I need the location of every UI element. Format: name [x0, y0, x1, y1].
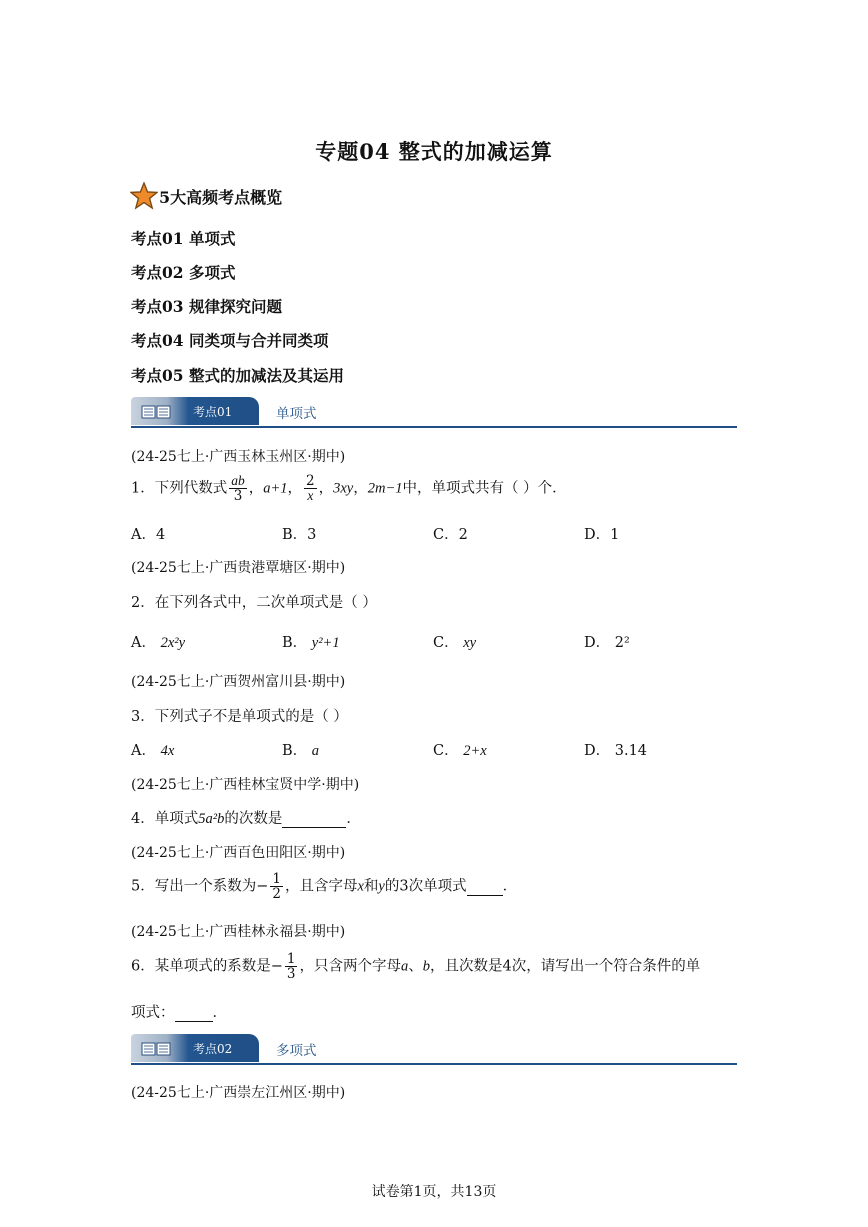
- section-tab: [131, 1034, 259, 1062]
- section-divider: [131, 1063, 737, 1065]
- option-a: A． 4x: [131, 743, 175, 759]
- page-title: 专题04 整式的加减运算: [315, 139, 553, 164]
- math-expr: a+1: [263, 480, 288, 497]
- question-5: 5．写出一个系数为− $\frac{1}{2}$ ，且含字母x和y的3次单项式 ．: [131, 871, 518, 903]
- section-tag: 考点01: [193, 405, 233, 419]
- topic-item: 考点05 整式的加减法及其运用: [131, 366, 344, 385]
- topic-item: 考点01 单项式: [131, 229, 236, 248]
- section-tab: [131, 397, 259, 425]
- answer-blank: [175, 1005, 213, 1022]
- fraction: $\frac{1}{3}$: [286, 951, 296, 983]
- question-6: 6．某单项式的系数是− $\frac{1}{3}$ ，只含两个字母a、b，且次数是4次，请写出一个符合条件的单: [131, 951, 701, 983]
- section-divider: [131, 426, 737, 428]
- question-4: 4．单项式5a²b的次数是 ．: [131, 811, 361, 827]
- option-d: D． 3.14: [584, 743, 648, 759]
- option-a: A．4: [131, 527, 166, 543]
- topic-item: 考点03 规律探究问题: [131, 297, 282, 316]
- option-d: D．1: [584, 527, 620, 543]
- page-footer: 试卷第1页，共13页: [371, 1184, 497, 1200]
- section-banner: [131, 397, 737, 431]
- overview-heading: [130, 182, 282, 210]
- question-source: (24-25七上·广西百色田阳区·期中): [131, 845, 346, 861]
- question-3: 3．下列式子不是单项式的是（ ）: [131, 709, 348, 725]
- topic-item: 考点02 多项式: [131, 263, 236, 282]
- math-expr: 3xy: [333, 480, 354, 497]
- question-source: (24-25七上·广西贵港覃塘区·期中): [131, 560, 346, 576]
- question-2: 2．在下列各式中，二次单项式是（ ）: [131, 595, 377, 611]
- fraction: $\frac{1}{2}$: [272, 871, 281, 903]
- option-b: B． a: [282, 743, 320, 759]
- fraction: $\frac{ab}{3}$: [231, 473, 245, 505]
- fraction: $\frac{2}{x}$: [306, 473, 315, 504]
- section-name: 多项式: [276, 1043, 317, 1059]
- question-source: (24-25七上·广西贺州富川县·期中): [131, 674, 346, 690]
- question-source: (24-25七上·广西崇左江州区·期中): [131, 1085, 346, 1101]
- option-b: B． y²+1: [282, 635, 340, 651]
- overview-label: 5大高频考点概览: [159, 187, 283, 207]
- question-6-line2: 项式： ．: [131, 1005, 227, 1021]
- option-c: C．2: [433, 527, 468, 543]
- section-tag: 考点02: [193, 1042, 233, 1056]
- question-source: (24-25七上·广西玉林玉州区·期中): [131, 449, 346, 465]
- answer-blank: [282, 811, 346, 828]
- question-text: 中，单项式共有（ ）个．: [402, 480, 567, 497]
- question-1: 1．下列代数式 $\frac{ab}{3}$ ，a+1， $\frac{2}{x}$ ，3xy，2m−1中，单项式共有（ ）个．: [131, 473, 567, 505]
- question-source: (24-25七上·广西桂林宝贤中学·期中): [131, 777, 360, 793]
- math-expr: 2m−1: [367, 480, 403, 497]
- option-a: A． 2x²y: [131, 635, 186, 651]
- star-icon: [130, 182, 158, 210]
- answer-blank: [467, 879, 503, 896]
- question-text: 1．下列代数式: [131, 480, 228, 497]
- option-c: C． 2+x: [433, 743, 487, 759]
- option-c: C． xy: [433, 635, 477, 651]
- section-name: 单项式: [276, 406, 317, 422]
- option-d: D． 2²: [584, 635, 630, 651]
- topic-item: 考点04 同类项与合并同类项: [131, 331, 329, 350]
- option-b: B．3: [282, 527, 317, 543]
- book-icon: [141, 405, 171, 419]
- section-banner: [131, 1034, 737, 1068]
- question-source: (24-25七上·广西桂林永福县·期中): [131, 924, 346, 940]
- book-icon: [141, 1042, 171, 1056]
